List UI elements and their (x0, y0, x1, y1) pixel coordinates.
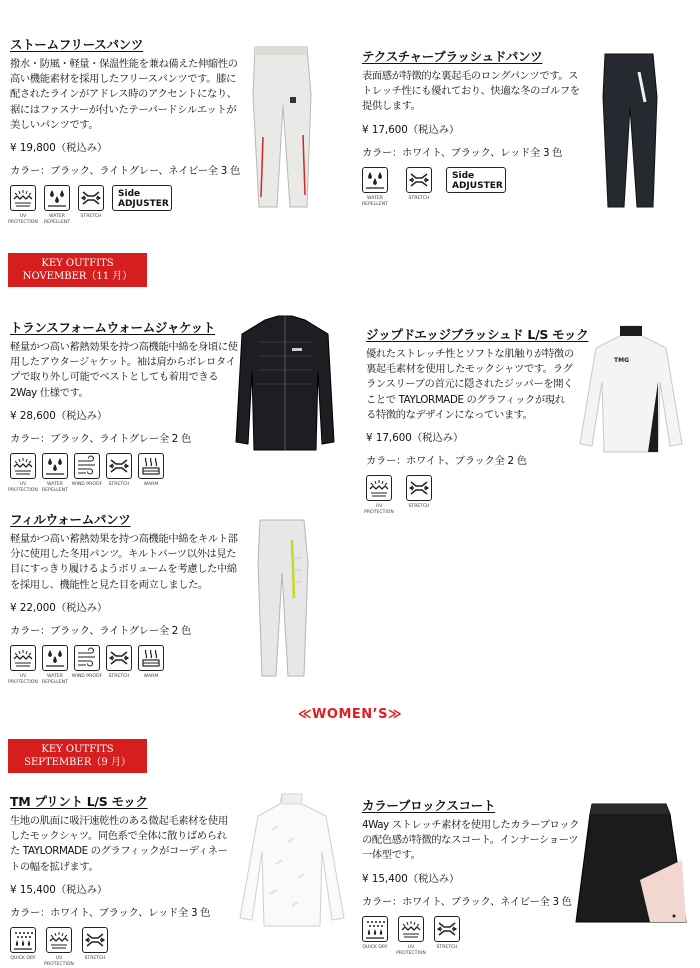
uv-protection-icon (12, 647, 34, 669)
feature-stretch: STRETCH (406, 475, 432, 516)
key-outfits-september-banner: KEY OUTFITS SEPTEMBER（9 月） (8, 739, 147, 773)
warm-icon (140, 455, 162, 477)
water-repellent-icon (46, 187, 68, 209)
product-description: 4Way ストレッチ素材を使用したカラーブロックの配色感が特徴的なスコート。インナーショーツ一体型です。 (362, 819, 579, 862)
feature-icons (10, 185, 242, 226)
feature-icons (362, 167, 587, 208)
product-colors: カラー：ホワイト、ブラック、レッド全 3 色 (10, 906, 211, 919)
product-price: ¥ 17,600（税込み） (362, 123, 460, 136)
product-colors: カラー：ブラック、ライトグレー全 2 色 (10, 432, 192, 445)
product-fill-warm-pants (10, 510, 242, 686)
product-description: 生地の肌面に吸汗速乾性のある微起毛素材を使用したモックシャツ。同色系で全体に散りばめられた TAYLORMADE のグラフィックがコーディネートの幅を拡げます。 (10, 815, 228, 873)
product-price: ¥ 15,400（税込み） (362, 872, 460, 885)
water-repellent-icon (44, 455, 66, 477)
storm-fleece-pants-photo (245, 45, 320, 210)
feature-warm: WARM (138, 453, 164, 494)
womens-section-heading: ≪WOMEN’S≫ (297, 707, 403, 722)
feature-stretch: STRETCH (106, 645, 132, 686)
product-title: TM プリント L/S モック (10, 794, 148, 809)
product-transform-warm-jacket (10, 318, 242, 494)
uv-protection-icon (368, 477, 390, 499)
side-adjuster-badge: Side ADJUSTER (446, 167, 506, 193)
quick-dry-icon (364, 918, 386, 940)
feature-water-repellent: WATER REPELLENT (42, 453, 68, 494)
product-tm-print-mock (10, 792, 235, 968)
color-block-skort-photo (570, 800, 692, 930)
product-title: ストームフリースパンツ (10, 37, 144, 52)
product-price: ¥ 19,800（税込み） (10, 142, 108, 155)
stretch-icon (108, 455, 130, 477)
feature-icons (10, 645, 242, 686)
stretch-icon (408, 477, 430, 499)
water-repellent-icon (364, 169, 386, 191)
wind-proof-icon (76, 647, 98, 669)
product-price: ¥ 15,400（税込み） (10, 883, 108, 896)
uv-protection-icon (12, 455, 34, 477)
feature-quick-dry: QUICK DRY (10, 927, 36, 968)
product-zipped-edge-brushed-mock (364, 325, 589, 516)
feature-water-repellent: WATER REPELLENT (42, 645, 68, 686)
feature-wind-proof: WIND PROOF (74, 453, 100, 494)
product-storm-fleece-pants (10, 35, 242, 226)
tm-print-mock-photo (232, 790, 352, 930)
stretch-icon (436, 918, 458, 940)
wind-proof-icon (76, 455, 98, 477)
feature-stretch: STRETCH (82, 927, 108, 968)
product-title: フィルウォームパンツ (10, 512, 131, 527)
side-adjuster-badge: Side ADJUSTER (112, 185, 172, 211)
feature-icons (362, 916, 582, 957)
stretch-icon (108, 647, 130, 669)
feature-uv-protection: UV PROTECTION (10, 645, 36, 686)
quick-dry-icon (12, 929, 34, 951)
product-description: 表面感が特徴的な裏起毛のロングパンツです。ストレッチ性にも優れており、快適な冬のゴルフを提供します。 (362, 70, 580, 113)
stretch-icon (408, 169, 430, 191)
product-description: 軽量かつ高い蓄熱効果を持つ高機能中綿を身頃に使用したアウタージャケット。袖は肩からボレロタイプで取り外し可能でベストとしても着用できる 2Way 仕様です。 (10, 341, 238, 399)
product-texture-brushed-pants (362, 47, 587, 208)
stretch-icon (80, 187, 102, 209)
texture-brushed-pants-photo (595, 52, 665, 210)
mock-logo-print: TMG (614, 357, 629, 364)
product-colors: カラー：ブラック、ライトグレー全 2 色 (10, 624, 192, 637)
product-description: 優れたストレッチ性とソフトな肌触りが特徴の裏起毛素材を使用したモックシャツです。ラグランスリーブの首元に隠されたジッパーを開くことで TAYLORMADE のグラフィックが現れる特徴的なデザインになっています。 (366, 348, 574, 421)
product-title: テクスチャーブラッシュドパンツ (362, 49, 543, 64)
uv-protection-icon (400, 918, 422, 940)
feature-stretch: STRETCH (78, 185, 104, 226)
feature-quick-dry: QUICK DRY (362, 916, 388, 957)
feature-uv-protection: UV PROTECTION (10, 185, 36, 226)
feature-stretch: STRETCH (406, 167, 432, 208)
product-colors: カラー：ホワイト、ブラック、レッド全 3 色 (362, 146, 563, 159)
warm-icon (140, 647, 162, 669)
feature-uv-protection: UV PROTECTION (366, 475, 392, 516)
uv-protection-icon (48, 929, 70, 951)
feature-icons (10, 927, 235, 968)
feature-stretch: STRETCH (434, 916, 460, 957)
feature-icons (366, 475, 574, 516)
feature-warm: WARM (138, 645, 164, 686)
feature-icons (10, 453, 242, 494)
zipped-edge-mock-photo (574, 322, 689, 454)
product-price: ¥ 17,600（税込み） (366, 432, 464, 445)
feature-wind-proof: WIND PROOF (74, 645, 100, 686)
feature-uv-protection: UV PROTECTION (10, 453, 36, 494)
fill-warm-pants-photo (252, 518, 314, 680)
product-price: ¥ 22,000（税込み） (10, 601, 108, 614)
product-color-block-skort (362, 796, 582, 957)
transform-warm-jacket-photo (230, 312, 340, 454)
product-title: ジップドエッジブラッシュド L/S モック (366, 327, 589, 342)
product-colors: カラー：ブラック、ライトグレー、ネイビー全 3 色 (10, 165, 240, 178)
product-description: 軽量かつ高い蓄熱効果を持つ高機能中綿をキルト部分に使用した冬用パンツ。キルトパーツ以外は見た目にすっきり履けるようボリュームを考慮した中綿を採用し、機能性と見た目を両立しました。 (10, 533, 238, 591)
feature-stretch: STRETCH (106, 453, 132, 494)
key-outfits-november-banner: KEY OUTFITS NOVEMBER（11 月） (8, 253, 147, 287)
stretch-icon (84, 929, 106, 951)
product-colors: カラー：ホワイト、ブラック、ネイビー全 3 色 (362, 895, 572, 908)
feature-water-repellent: WATER REPELLENT (362, 167, 388, 208)
product-description: 撥水・防風・軽量・保温性能を兼ね備えた伸縮性の高い機能素材を採用したフリースパンツです。膝に配されたラインがアドレス時のアクセントになり、裾にはファスナーが付いたテーパードシルエットが美しいパンツです。 (10, 58, 238, 131)
feature-uv-protection: UV PROTECTION (398, 916, 424, 957)
water-repellent-icon (44, 647, 66, 669)
feature-water-repellent: WATER REPELLENT (44, 185, 70, 226)
product-price: ¥ 28,600（税込み） (10, 409, 108, 422)
product-title: カラーブロックスコート (362, 798, 496, 813)
product-title: トランスフォームウォームジャケット (10, 320, 216, 335)
feature-uv-protection: UV PROTECTION (46, 927, 72, 968)
product-colors: カラー：ホワイト、ブラック全 2 色 (366, 455, 527, 468)
uv-protection-icon (12, 187, 34, 209)
